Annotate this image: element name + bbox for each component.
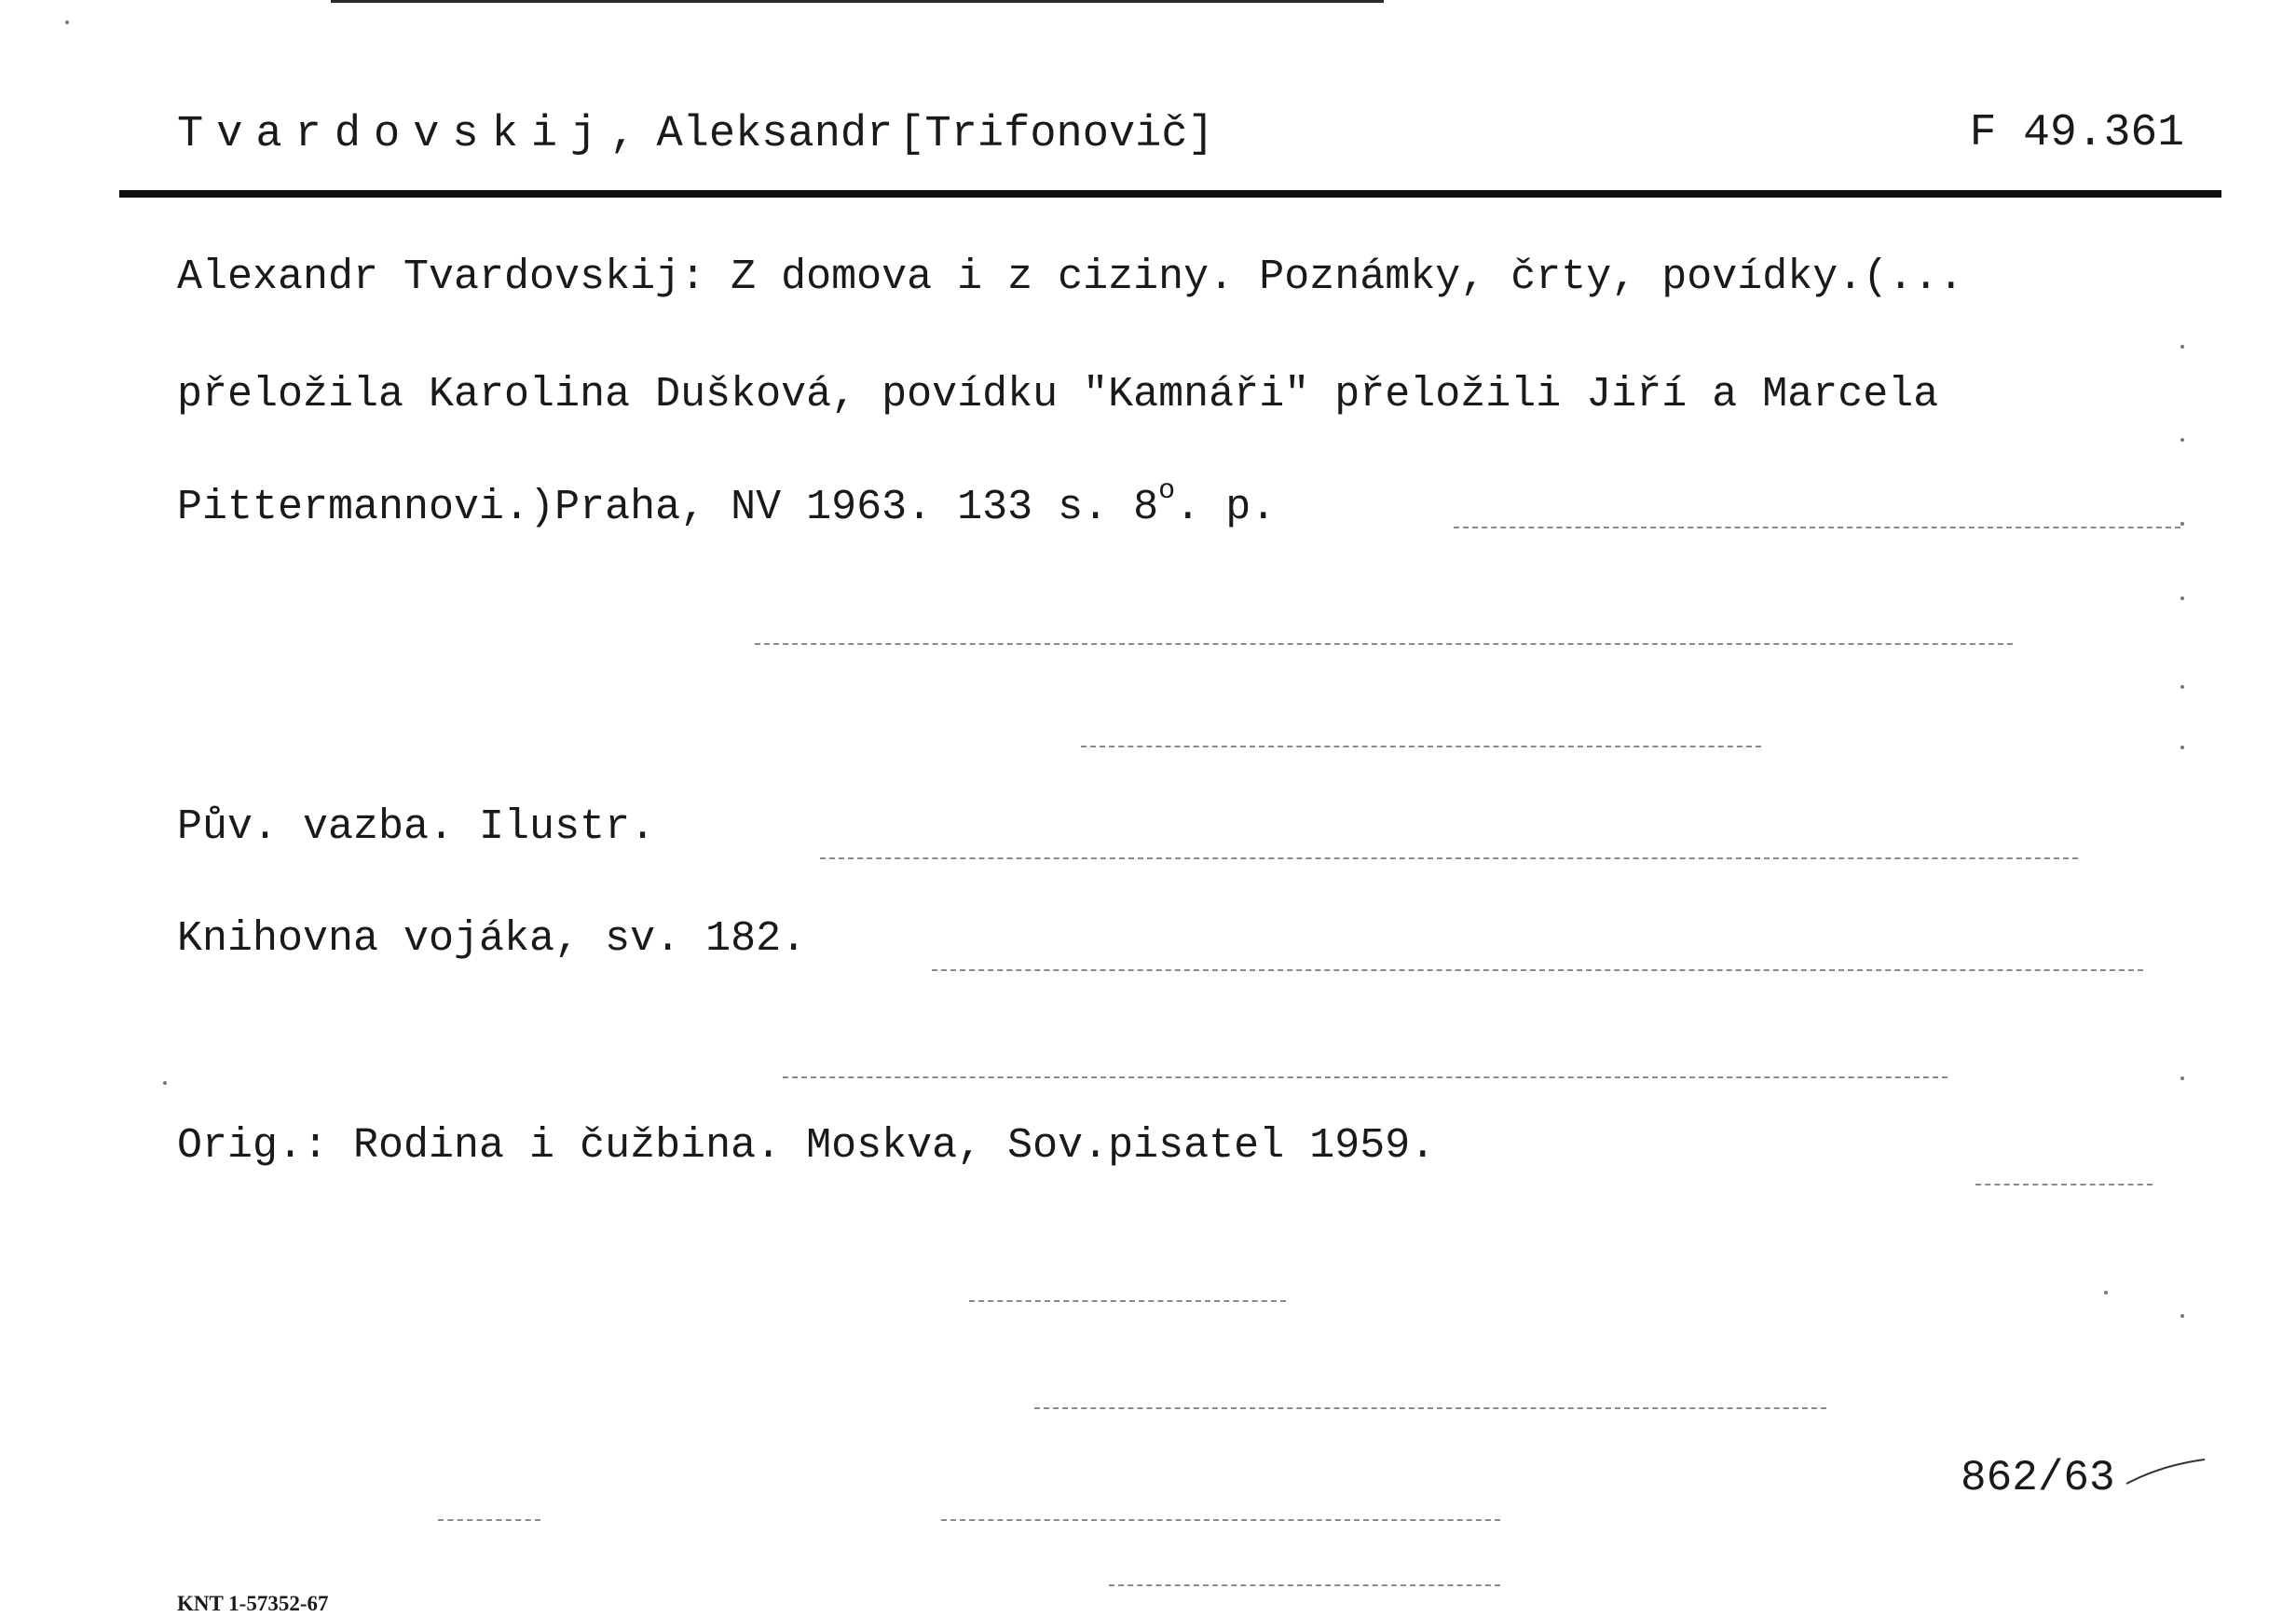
- imprint-line: [177, 475, 1276, 531]
- author-surname: Tvardovskij,: [177, 110, 649, 159]
- dot-leader: [783, 1076, 1948, 1078]
- speck: [2180, 1314, 2184, 1318]
- print-code: KNT 1-57352-67: [177, 1592, 329, 1615]
- dot-leader: [1034, 1407, 1826, 1409]
- dot-leader: [755, 643, 2013, 645]
- heading-rule: [119, 190, 2221, 198]
- imprint-text: Pittermannovi.)Praha, NV 1963. 133 s. 8: [177, 484, 1159, 531]
- shelf-mark: F 49.361: [1969, 108, 2184, 158]
- dot-leader: [1454, 527, 2180, 528]
- accession-number: 862/63: [1961, 1454, 2115, 1502]
- dot-leader: [820, 857, 2078, 859]
- dot-leader: [969, 1300, 1286, 1302]
- dot-leader: [1109, 1584, 1500, 1586]
- speck: [65, 21, 69, 24]
- speck: [2180, 596, 2184, 600]
- speck: [2180, 1076, 2184, 1080]
- author-patronymic: [Trifonovič]: [898, 110, 1214, 159]
- top-edge-rule: [331, 0, 1384, 3]
- author-given-name: Aleksandr: [656, 110, 894, 159]
- format-degree: o: [1158, 475, 1176, 507]
- speck: [2180, 345, 2184, 349]
- imprint-end: . p.: [1175, 484, 1277, 531]
- dot-leader: [1081, 746, 1761, 747]
- original-title-note: Orig.: Rodina i čužbina. Moskva, Sov.pisatel 1959.: [177, 1122, 1436, 1170]
- speck: [2180, 746, 2184, 749]
- binding-note: Pův. vazba. Ilustr.: [177, 803, 656, 851]
- dot-leader: [941, 1519, 1500, 1521]
- translator-line: přeložila Karolina Dušková, povídku "Kamnáři" přeložili Jiří a Marcela: [177, 371, 1939, 418]
- dot-leader: [1975, 1184, 2152, 1185]
- speck: [2104, 1291, 2108, 1295]
- title-line: Alexandr Tvardovskij: Z domova i z ciziny. Poznámky, črty, povídky.(...: [177, 254, 1964, 301]
- speck: [163, 1081, 167, 1085]
- speck: [2180, 438, 2184, 442]
- series-note: Knihovna vojáka, sv. 182.: [177, 915, 807, 963]
- heading-author: [177, 110, 1214, 159]
- dot-leader: [932, 969, 2143, 971]
- accession-flourish: [2125, 1456, 2208, 1493]
- dot-leader: [438, 1519, 540, 1521]
- speck: [2180, 685, 2184, 689]
- speck: [2180, 522, 2184, 526]
